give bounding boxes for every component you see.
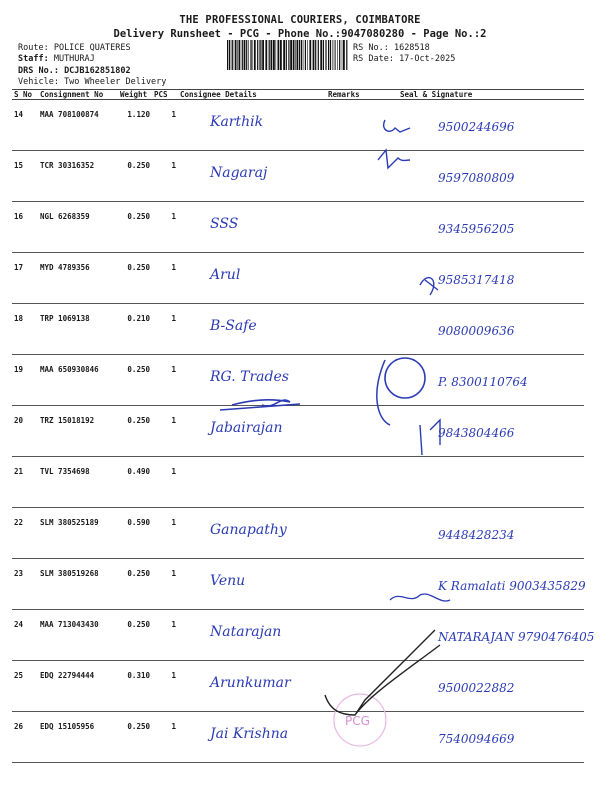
row-weight: 0.250 [118,151,152,202]
barcode-bar [305,40,306,70]
staff-line [18,54,95,64]
table-row [12,457,584,508]
row-pcs: 1 [152,253,178,304]
row-consignment-no: TRP 1069138 [38,304,118,355]
row-consignment-no: TVL 7354698 [38,457,118,508]
rs-date-label: RS Date: [353,54,400,64]
barcode-bar [339,40,340,70]
barcode-bar [297,40,299,70]
table-row [12,304,584,355]
row-weight: 0.310 [118,661,152,712]
row-pcs: 1 [152,100,178,151]
table-row [12,559,584,610]
row-consignment-no: TRZ 15018192 [38,406,118,457]
route-value: POLICE QUATERES [53,43,131,53]
col-seal-header: Seal & Signature [378,90,584,100]
barcode-bar [239,40,241,70]
row-pcs: 1 [152,610,178,661]
runsheet-table [12,89,595,763]
row-sno: 21 [12,457,38,508]
barcode-bar [318,40,319,70]
barcode-bar [309,40,311,70]
row-sno: 24 [12,610,38,661]
table-row [12,100,584,151]
row-consignee: Natarajan [178,610,326,661]
barcode-bar [286,40,287,70]
barcode-bar [262,40,264,70]
table-row [12,253,584,304]
row-weight: 0.250 [118,406,152,457]
barcode-bar [248,40,249,70]
barcode-image [226,40,350,70]
rs-no-value: 1628518 [393,43,430,53]
row-pcs: 1 [152,712,178,763]
row-pcs: 1 [152,406,178,457]
barcode-bar [259,40,260,70]
row-weight: 0.490 [118,457,152,508]
barcode-bar [278,40,280,70]
row-remarks [326,508,378,559]
barcode-bar [335,40,336,70]
row-consignee: Venu [178,559,326,610]
barcode-bar [265,40,267,70]
vehicle-value: Two Wheeler Delivery [64,77,167,87]
row-sno: 19 [12,355,38,406]
row-seal-signature: 9500022882 [378,661,584,712]
row-seal-signature: K Ramalati 9003435829 [378,559,584,610]
row-sno: 15 [12,151,38,202]
row-seal-signature: 9448428234 [378,508,584,559]
runsheet-subtitle: Delivery Runsheet - PCG - Phone No.:9047080280 - Page No.:2 [113,28,487,40]
barcode-bar [330,40,331,70]
row-seal-signature: P. 8300110764 [378,355,584,406]
barcode-bar [271,40,273,70]
row-sno: 18 [12,304,38,355]
barcode-bar [328,40,329,70]
barcode-bar [346,40,347,70]
route-line [18,43,131,53]
barcode-bar [290,40,292,70]
stamp-text: PCG [345,714,370,728]
barcode-bar [231,40,232,70]
row-weight: 0.250 [118,355,152,406]
barcode-bar [244,40,246,70]
drs-line [18,66,131,76]
drs-value: DCJB162851802 [64,66,131,76]
row-sno: 14 [12,100,38,151]
stamp-signature [325,630,440,715]
row-seal-signature: 9585317418 [378,253,584,304]
row-consignee: Jai Krishna [178,712,326,763]
barcode-bar [325,40,326,70]
barcode-bar [323,40,324,70]
barcode-bar [299,40,300,70]
row-seal-signature: 9345956205 [378,202,584,253]
barcode-bar [320,40,322,70]
table-header-row [12,90,584,100]
row-sno: 25 [12,661,38,712]
delivery-stamp [300,615,460,765]
row-seal-signature [378,457,584,508]
barcode-bar [283,40,285,70]
barcode-bar [229,40,230,70]
row-sno: 26 [12,712,38,763]
row-consignee: Arul [178,253,326,304]
row-pcs: 1 [152,151,178,202]
barcode-bar [280,40,282,70]
col-weight-header: Weight [118,90,152,100]
row-consignee: Karthik [178,100,326,151]
barcode-bar [246,40,247,70]
route-label: Route: [18,43,54,53]
row-consignment-no: MAA 713043430 [38,610,118,661]
rs-no-line [353,43,430,53]
barcode-bar [315,40,316,70]
row-remarks [326,355,378,406]
barcode-bar [235,40,237,70]
col-consignee-header: Consignee Details [178,90,326,100]
col-remarks-header: Remarks [326,90,378,100]
barcode-bar [288,40,289,70]
row-weight: 1.120 [118,100,152,151]
barcode-bar [260,40,261,70]
barcode-bar [254,40,256,70]
barcode-bar [333,40,334,70]
barcode-bar [273,40,275,70]
vehicle-label: Vehicle: [18,77,65,87]
row-consignee: Jabairajan [178,406,326,457]
col-sno-header: S No [12,90,38,100]
row-remarks [326,304,378,355]
row-pcs: 1 [152,355,178,406]
row-pcs: 1 [152,304,178,355]
row-consignment-no: MAA 708100874 [38,100,118,151]
rs-no-label: RS No.: [353,43,394,53]
barcode-bar [343,40,345,70]
row-weight: 0.250 [118,253,152,304]
barcode-bar [295,40,296,70]
row-pcs: 1 [152,457,178,508]
barcode-bar [227,40,228,70]
row-consignee: RG. Trades [178,355,326,406]
row-consignee: Ganapathy [178,508,326,559]
row-pcs: 1 [152,508,178,559]
row-remarks [326,253,378,304]
row-sno: 16 [12,202,38,253]
staff-label: Staff: [18,54,54,64]
barcode-bar [250,40,251,70]
table-row [12,508,584,559]
barcode-bar [232,40,233,70]
barcode-bar [237,40,238,70]
table-row [12,661,584,712]
barcode-bar [269,40,270,70]
row-sno: 17 [12,253,38,304]
barcode-bar [276,40,277,70]
row-sno: 22 [12,508,38,559]
row-consignment-no: EDQ 22794444 [38,661,118,712]
row-consignment-no: TCR 30316352 [38,151,118,202]
row-remarks [326,457,378,508]
row-sno: 20 [12,406,38,457]
row-sno: 23 [12,559,38,610]
row-weight: 0.210 [118,304,152,355]
row-seal-signature: 9597080809 [378,151,584,202]
runsheet-title: THE PROFESSIONAL COURIERS, COIMBATORE [179,14,421,26]
row-consignee: B-Safe [178,304,326,355]
row-seal-signature: NATARAJAN 9790476405 [378,610,584,661]
table-row [12,610,584,661]
row-weight: 0.250 [118,712,152,763]
row-pcs: 1 [152,202,178,253]
row-consignment-no: EDQ 15105956 [38,712,118,763]
row-remarks [326,151,378,202]
rs-date-value: 17-Oct-2025 [399,54,456,64]
barcode-bar [251,40,252,70]
row-pcs: 1 [152,559,178,610]
table-row [12,355,584,406]
col-pcs-header: PCS [152,90,178,100]
rs-date-line [353,54,455,64]
barcode-bar [242,40,243,70]
barcode-bar [301,40,302,70]
row-remarks [326,559,378,610]
row-consignment-no: SLM 380525189 [38,508,118,559]
barcode-bar [307,40,308,70]
table-row [12,712,584,763]
barcode-bar [334,40,335,70]
table-row [12,151,584,202]
row-remarks [326,100,378,151]
row-remarks [326,406,378,457]
row-consignee [178,457,326,508]
col-consignment-header: Consignment No [38,90,118,100]
row-consignment-no: SLM 380519268 [38,559,118,610]
barcode-bar [313,40,315,70]
row-weight: 0.590 [118,508,152,559]
barcode-bar [257,40,258,70]
staff-value: MUTHURAJ [53,54,95,64]
row-weight: 0.250 [118,610,152,661]
drs-label: DRS No.: [18,66,65,76]
row-remarks [326,202,378,253]
row-weight: 0.250 [118,202,152,253]
barcode-bar [337,40,338,70]
barcode-bar [293,40,295,70]
row-seal-signature: 9500244696 [378,100,584,151]
row-seal-signature: 7540094669 [378,712,584,763]
barcode-bar [342,40,343,70]
row-seal-signature: 9080009636 [378,304,584,355]
row-weight: 0.250 [118,559,152,610]
table-row [12,202,584,253]
vehicle-line [18,77,166,87]
row-consignee: Nagaraj [178,151,326,202]
barcode-bar [303,40,304,70]
table-row [12,406,584,457]
row-seal-signature: 9843804466 [378,406,584,457]
row-consignee: Arunkumar [178,661,326,712]
row-pcs: 1 [152,661,178,712]
row-consignment-no: MYD 4789356 [38,253,118,304]
row-consignment-no: NGL 6268359 [38,202,118,253]
row-consignment-no: MAA 650930846 [38,355,118,406]
row-consignee: SSS [178,202,326,253]
